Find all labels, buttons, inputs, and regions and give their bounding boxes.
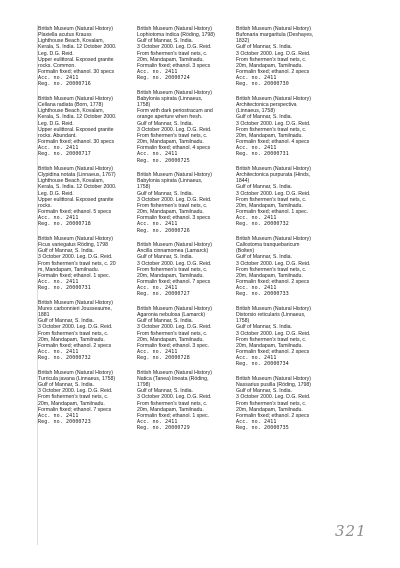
label-species: Nassarius pusilla (Röding, 1798)	[236, 382, 311, 389]
label-line: Gulf of Mannar, S. India.	[38, 318, 94, 325]
label-line: Acc. no. 2411	[236, 285, 277, 292]
label-species: Agaronia nebulosa (Lamarck)	[137, 312, 206, 319]
label-line: Leg. D.G. Reid.	[38, 50, 74, 57]
label-line: From fishermen's trawl nets, c.	[137, 400, 208, 407]
label-line: Gulf of Mannar, S. India.	[137, 318, 193, 325]
label-line: (Linnaeus, 1758)	[236, 108, 275, 115]
label-line: 20m, Mandapam, Tamilnadu.	[38, 400, 105, 407]
label-line: rocks.	[38, 202, 52, 209]
specimen-label	[236, 26, 334, 88]
label-line: Formalin fixed; ethanol. 30 specs	[38, 69, 115, 76]
specimen-label	[137, 172, 235, 234]
label-line: 1758)	[137, 184, 151, 191]
label-institution: British Museum (Natural History)	[236, 236, 311, 242]
label-line: Gulf of Mannar, S. India.	[137, 388, 193, 395]
specimen-label	[137, 90, 235, 164]
label-institution: British Museum (Natural History)	[38, 299, 113, 306]
label-line: Formalin fixed; ethanol. 3 specs	[137, 62, 211, 69]
label-line: Acc. no. 2411	[137, 151, 178, 158]
label-line: 1758)	[236, 318, 250, 325]
label-line: 3 October 2000. Leg. D.G. Reid.	[236, 330, 311, 337]
label-line: 3 October 2000. Leg. D.G. Reid.	[137, 44, 212, 51]
label-line: Formalin fixed; ethanol. 4 specs	[137, 145, 211, 152]
label-line: Gulf of Mannar, S. India.	[236, 44, 292, 51]
label-line: rocks. Common.	[38, 62, 76, 69]
label-species: Cellana radiata (Born, 1778)	[38, 102, 104, 109]
label-line: Formalin fixed; ethanol. 30 specs	[38, 139, 115, 146]
label-line: 3 October 2000. Leg. D.G. Reid.	[137, 126, 212, 133]
label-line: 20m, Mandapam, Tamilnadu.	[236, 62, 303, 69]
label-line: Kerala, S. India. 12 October 2000.	[38, 44, 117, 51]
label-line: 20m, Mandapam, Tamilnadu.	[38, 336, 105, 343]
label-line: 3 October 2000. Leg. D.G. Reid.	[38, 254, 113, 261]
label-institution: British Museum (Natural History)	[38, 166, 113, 172]
label-species: Babylonia spirata (Linnaeus,	[137, 96, 203, 102]
label-line: Gulf of Mannar, S. India.	[236, 114, 292, 121]
label-line: Formalin fixed; ethanol. 2 specs	[38, 342, 112, 349]
label-line: From fishermen's trawl nets, c.	[137, 330, 208, 337]
label-species: Distorsio reticularis (Linnaeus,	[236, 312, 306, 319]
specimen-label	[38, 166, 136, 228]
label-line: Gulf of Mannar, S. India.	[137, 254, 193, 261]
label-line: Reg. no. 20000734	[236, 361, 289, 368]
label-institution: British Museum (Natural History)	[236, 26, 311, 32]
label-line: Gulf of Mannar, S. India.	[236, 324, 292, 331]
label-line: 20m, Mandapam, Tamilnadu.	[137, 56, 204, 63]
label-line: Reg. no. 20000731	[38, 285, 91, 292]
label-line: 20m, Mandapam, Tamilnadu.	[236, 202, 303, 209]
label-line: Acc. no. 2411	[236, 355, 277, 362]
label-line: 3 October 2000. Leg. D.G. Reid.	[236, 50, 311, 57]
specimen-label	[236, 306, 334, 368]
label-institution: British Museum (Natural History)	[137, 242, 212, 249]
label-line: Reg. no. 20000728	[137, 355, 190, 362]
label-line: Gulf of Mannar, S. India.	[236, 254, 292, 261]
specimen-label	[38, 300, 136, 362]
label-line: Formalin fixed; ethanol. 7 specs	[38, 406, 112, 413]
label-institution: British Museum (Natural History)	[236, 306, 311, 312]
specimen-label	[38, 236, 136, 291]
label-line: From fishermen's trawl nets, c.	[38, 394, 109, 401]
label-line: Acc. no. 2411	[38, 412, 79, 419]
label-line: Lighthouse Beach, Kovalam,	[38, 108, 105, 115]
label-line: 1844)	[236, 178, 250, 185]
label-line: Formalin fixed; ethanol. 1 spec.	[137, 412, 210, 419]
label-line: Reg. no. 20000732	[38, 355, 91, 362]
page-number: 321	[335, 522, 367, 540]
label-line: Acc. no. 2411	[137, 221, 178, 228]
label-line: Acc. no. 2411	[38, 349, 79, 356]
label-line: Formalin fixed; ethanol. 1 spec.	[236, 209, 309, 216]
label-species: Bufonaria margaritula (Deshayes,	[236, 32, 314, 39]
label-line: Leg. D.G. Reid.	[38, 190, 74, 197]
label-line: From fishermen's trawl nets, c.	[137, 132, 208, 139]
label-line: Reg. no. 20000731	[236, 151, 289, 158]
label-line: From fishermen's trawl nets, c. 20	[38, 260, 116, 267]
label-line: (Bolten)	[236, 248, 255, 255]
label-institution: British Museum (Natural History)	[137, 369, 212, 376]
label-species: Murex carbonnieri Jousseaume,	[38, 306, 112, 312]
label-line: 20m, Mandapam, Tamilnadu.	[236, 272, 303, 279]
specimen-label	[38, 26, 136, 88]
label-line: 20m, Mandapam, Tamilnadu.	[137, 406, 204, 413]
label-line: 20m, Mandapam, Tamilnadu.	[236, 342, 303, 349]
label-line: Reg. no. 20000723	[38, 419, 91, 426]
label-species: Turricula javana (Linnaeus, 1758)	[38, 376, 116, 382]
label-line: 20m, Mandapam, Tamilnadu.	[236, 406, 303, 413]
label-line: Gulf of Mannar, S. India.	[236, 184, 292, 191]
label-line: Acc. no. 2411	[236, 215, 277, 222]
label-institution: British Museum (Natural History)	[236, 166, 311, 172]
label-species: Lophiotoma indica (Röding, 1798)	[137, 32, 215, 39]
label-line: 3 October 2000. Leg. D.G. Reid.	[137, 196, 212, 203]
label-line: Lighthouse Beach, Kovalam,	[38, 178, 105, 185]
label-institution: British Museum (Natural History)	[137, 26, 212, 32]
label-line: Acc. no. 2411	[137, 349, 178, 356]
label-line: Reg. no. 20000732	[236, 221, 289, 228]
label-line: Kerala, S. India. 12 October 2000.	[38, 114, 117, 121]
label-line: 1798)	[137, 382, 151, 389]
specimen-label	[236, 166, 334, 228]
label-line: From fishermen's trawl nets, c.	[236, 196, 307, 203]
label-line: 3 October 2000. Leg. D.G. Reid.	[137, 260, 212, 267]
label-line: Acc. no. 2411	[137, 69, 178, 76]
label-line: 3 October 2000. Leg. D.G. Reid.	[236, 394, 311, 401]
label-line: 3 October 2000. Leg. D.G. Reid.	[236, 120, 311, 127]
label-line: 20m, Mandapam, Tamilnadu.	[137, 336, 204, 343]
label-species: Clypidina notata (Linnaeus, 1767)	[38, 172, 116, 179]
specimen-label	[137, 26, 235, 81]
specimen-label	[236, 376, 334, 431]
label-line: Acc. no. 2411	[38, 215, 79, 222]
label-line: Upper eulittoral. Exposed granite	[38, 56, 114, 63]
label-line: Lighthouse Beach, Kovalam,	[38, 38, 105, 45]
label-line: Reg. no. 20000733	[236, 291, 289, 298]
label-line: Acc. no. 2411	[38, 145, 79, 152]
label-line: Form with dark periostracum and	[137, 108, 213, 115]
specimen-label	[137, 242, 235, 297]
label-species: Ancilla cinnamomea (Lamarck)	[137, 248, 209, 255]
label-line: Reg. no. 20000717	[38, 151, 91, 158]
label-species: Babylonia spirata (Linnaeus,	[137, 178, 203, 185]
label-line: Reg. no. 20000729	[137, 425, 190, 432]
label-line: Acc. no. 2411	[137, 285, 178, 292]
label-line: 20m, Mandapam, Tamilnadu.	[137, 209, 204, 216]
label-institution: British Museum (Natural History)	[236, 96, 311, 102]
label-line: From fishermen's trawl nets, c.	[137, 50, 208, 57]
label-species: Ficus variegatus Röding, 1798	[38, 242, 109, 249]
specimen-label	[38, 370, 136, 425]
label-line: Gulf of Mannar, S. India.	[137, 38, 193, 45]
label-line: Formalin fixed; ethanol. 2 specs	[236, 349, 310, 356]
label-line: 3 October 2000. Leg. D.G. Reid.	[236, 260, 311, 267]
specimen-label	[236, 236, 334, 298]
label-species: Architectonica perspectiva	[236, 102, 297, 109]
label-species: Architectonica purpurata (Hinds,	[236, 172, 311, 179]
label-line: Leg. D.G. Reid.	[38, 120, 74, 127]
specimen-label	[137, 306, 235, 361]
label-line: Formalin fixed; ethanol. 2 specs	[236, 69, 310, 76]
label-line: Gulf of Mannar, S. India.	[137, 120, 193, 127]
label-line: From fishermen's trawl nets, c.	[236, 266, 307, 273]
label-line: Reg. no. 20000724	[137, 75, 190, 82]
label-line: rocks. Abundant.	[38, 132, 77, 139]
specimen-label	[38, 96, 136, 158]
label-line: From fishermen's trawl nets, c.	[236, 400, 307, 407]
label-institution: British Museum (Natural History)	[38, 96, 113, 102]
label-line: From fishermen's trawl nets, c.	[38, 330, 109, 337]
label-line: Acc. no. 2411	[38, 75, 79, 82]
label-line: Formalin fixed; ethanol. 1 spec.	[38, 272, 111, 279]
label-line: Upper eulittoral. Exposed granite	[38, 126, 114, 133]
specimen-label	[236, 96, 334, 158]
label-line: From fishermen's trawl nets, c.	[236, 56, 307, 63]
label-line: orange aperture when fresh.	[137, 114, 203, 121]
label-institution: British Museum (Natural History)	[137, 89, 212, 96]
label-line: Reg. no. 20000726	[137, 227, 190, 234]
label-line: Gulf of Mannar, S. India.	[38, 248, 94, 255]
label-line: 1832)	[236, 38, 250, 45]
label-line: Kerala, S. India. 12 October 2000.	[38, 184, 117, 191]
label-line: Formalin fixed; ethanol. 5 specs	[38, 209, 112, 216]
label-line: Acc. no. 2411	[137, 419, 178, 426]
label-institution: British Museum (Natural History)	[137, 306, 212, 312]
label-line: 20m, Mandapam, Tamilnadu.	[137, 139, 204, 146]
label-line: Gulf of Mannar, S. India.	[236, 388, 292, 395]
label-line: 3 October 2000. Leg. D.G. Reid.	[38, 324, 113, 331]
label-line: Formalin fixed; ethanol. 3 specs	[137, 215, 211, 222]
label-line: Reg. no. 20000725	[137, 157, 190, 164]
label-line: Formalin fixed; ethanol. 3 spec.	[137, 342, 210, 349]
label-line: 20m, Mandapam, Tamilnadu.	[236, 132, 303, 139]
label-line: From fishermen's trawl nets, c.	[236, 126, 307, 133]
label-line: Acc. no. 2411	[236, 419, 277, 426]
label-line: Reg. no. 20000716	[38, 81, 91, 88]
label-line: Acc. no. 2411	[236, 75, 277, 82]
specimen-label	[137, 370, 235, 432]
label-line: 3 October 2000. Leg. D.G. Reid.	[236, 190, 311, 197]
label-institution: British Museum (Natural History)	[137, 172, 212, 179]
label-species: Callostoma tranquebaricum	[236, 242, 300, 249]
label-line: 20m, Mandapam, Tamilnadu.	[137, 272, 204, 279]
label-line: Reg. no. 20000718	[38, 221, 91, 228]
label-institution: British Museum (Natural History)	[38, 369, 113, 376]
label-line: Formalin fixed; ethanol. 7 specs	[137, 279, 211, 286]
label-line: Formalin fixed; ethanol. 2 specs	[236, 279, 310, 286]
label-line: Upper eulittoral. Exposed granite	[38, 196, 114, 203]
label-line: 3 October 2000. Leg. D.G. Reid.	[137, 394, 212, 401]
label-line: m, Mandapam, Tamilnadu.	[38, 266, 100, 273]
label-institution: British Museum (Natural History)	[236, 376, 311, 382]
label-line: From fishermen's trawl nets, c.	[236, 336, 307, 343]
label-line: 1758)	[137, 102, 151, 109]
label-line: 3 October 2000. Leg. D.G. Reid.	[38, 388, 113, 395]
label-line: 3 October 2000. Leg. D.G. Reid.	[137, 324, 212, 331]
label-line: From fishermen's trawl nets, c.	[137, 266, 208, 273]
label-institution: British Museum (Natural History)	[38, 26, 113, 32]
label-line: Acc. no. 2411	[236, 145, 277, 152]
label-line: Reg. no. 20000735	[236, 425, 289, 432]
label-line: 1881	[38, 312, 50, 319]
label-line: Acc. no. 2411	[38, 279, 79, 286]
label-institution: British Museum (Natural History)	[38, 236, 113, 242]
label-line: From fishermen's trawl nets, c.	[137, 202, 208, 209]
label-line: Gulf of Mannar, S. India.	[38, 382, 94, 389]
label-line: Reg. no. 20000730	[236, 81, 289, 88]
label-line: Formalin fixed; ethanol. 4 specs	[236, 139, 310, 146]
label-line: Gulf of Mannar, S. India.	[137, 190, 193, 197]
label-line: Reg. no. 20000727	[137, 291, 190, 298]
label-species: Plaxiella acutus Krauss	[38, 32, 92, 39]
label-line: Formalin fixed; ethanol. 2 specs	[236, 412, 310, 419]
label-species: Natica (Tanea) lineata (Röding,	[137, 376, 209, 382]
